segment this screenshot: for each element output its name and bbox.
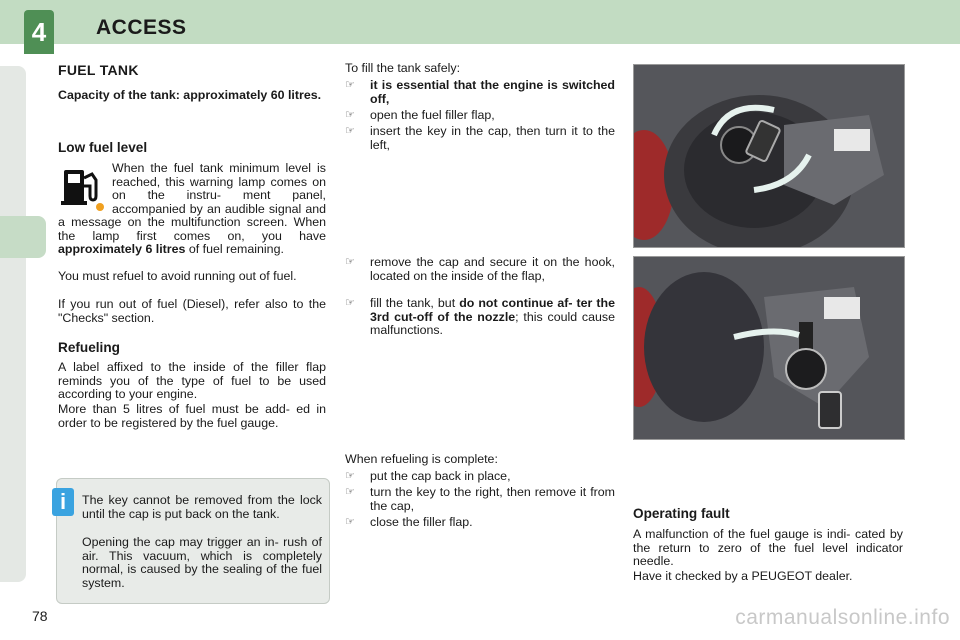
icon-spacer xyxy=(58,162,112,210)
hand-pointer-icon: ☞ xyxy=(345,486,355,498)
step-fill-pre: fill the tank, but xyxy=(370,296,460,310)
low-fuel-heading: Low fuel level xyxy=(58,140,148,155)
step-text xyxy=(370,297,615,338)
side-rail xyxy=(0,66,26,582)
fuel-cap-illustration xyxy=(634,65,904,247)
low-fuel-text: When the fuel tank minimum level is reached, this warning lamp comes on on the instru- ment panel, accompanied by an audible signal and a message on the multifunction screen. When the lamp first comes on, you have xyxy=(58,161,326,243)
hand-pointer-icon: ☞ xyxy=(345,256,355,268)
complete-intro: When refueling is complete: xyxy=(345,452,498,466)
step-text: turn the key to the right, then remove it from the cap, xyxy=(370,485,615,513)
chapter-title: ACCESS xyxy=(96,16,187,39)
low-fuel-tail: of fuel remaining. xyxy=(185,242,284,256)
step-insert-key xyxy=(345,125,615,152)
step-text: close the filler flap. xyxy=(370,515,473,529)
refuel-avoid-text: You must refuel to avoid running out of fuel. xyxy=(58,269,297,283)
info-paragraph-2: Opening the cap may trigger an in- rush of air. This vacuum, which is completely normal, is caused by the sealing of the fuel system. xyxy=(82,535,322,590)
hand-pointer-icon: ☞ xyxy=(345,79,355,91)
step-text: put the cap back in place, xyxy=(370,469,511,483)
refueling-heading: Refueling xyxy=(58,340,120,355)
step-text: insert the key in the cap, then turn it to the left, xyxy=(370,124,615,152)
watermark: carmanualsonline.info xyxy=(735,606,950,629)
operating-fault-heading: Operating fault xyxy=(633,506,730,521)
capacity-text: Capacity of the tank: approximately 60 litres. xyxy=(58,88,322,102)
complete-step-3 xyxy=(345,516,615,530)
hand-pointer-icon: ☞ xyxy=(345,470,355,482)
step-fill-post: ; this could cause malfunctions. xyxy=(370,309,615,337)
complete-step-2 xyxy=(345,486,615,513)
step-text: remove the cap and secure it on the hook, located on the inside of the flap, xyxy=(370,255,615,283)
step-fill-tank xyxy=(345,297,615,338)
fault-paragraph-1: A malfunction of the fuel gauge is indi- cated by the return to zero of the fuel level indicator needle. xyxy=(633,527,903,568)
step-text: open the fuel filler flap, xyxy=(370,108,495,122)
fill-intro: To fill the tank safely: xyxy=(345,61,461,75)
fuel-tank-heading: FUEL TANK xyxy=(58,62,139,78)
refueling-paragraph-1: A label affixed to the inside of the filler flap reminds you of the type of fuel to be used according to your engine. xyxy=(58,360,326,401)
info-icon: i xyxy=(52,488,74,516)
step-fill-warning: do not continue af- ter the 3rd cut-off of the nozzle xyxy=(370,296,615,324)
info-paragraph-1: The key cannot be removed from the lock until the cap is put back on the tank. xyxy=(82,493,322,521)
step-text: it is essential that the engine is switched off, xyxy=(370,78,615,106)
photo-open-cap xyxy=(633,64,905,248)
refueling-paragraph-2: More than 5 litres of fuel must be add- ed in order to be registered by the fuel gauge. xyxy=(58,402,326,430)
page-number: 78 xyxy=(32,608,48,624)
step-remove-cap xyxy=(345,256,615,283)
cap-hook-illustration xyxy=(634,257,904,439)
side-rail-active-tab xyxy=(0,216,46,258)
hand-pointer-icon: ☞ xyxy=(345,125,355,137)
complete-step-1 xyxy=(345,470,615,484)
hand-pointer-icon: ☞ xyxy=(345,516,355,528)
hand-pointer-icon: ☞ xyxy=(345,297,355,309)
step-engine-off xyxy=(345,79,615,106)
step-open-flap xyxy=(345,109,615,123)
fault-paragraph-2: Have it checked by a PEUGEOT dealer. xyxy=(633,569,853,583)
low-fuel-amount: approximately 6 litres xyxy=(58,242,186,256)
low-fuel-paragraph xyxy=(58,162,326,257)
chapter-number: 4 xyxy=(24,10,54,54)
diesel-note-text: If you run out of fuel (Diesel), refer also to the "Checks" section. xyxy=(58,297,326,325)
hand-pointer-icon: ☞ xyxy=(345,109,355,121)
photo-cap-on-hook xyxy=(633,256,905,440)
